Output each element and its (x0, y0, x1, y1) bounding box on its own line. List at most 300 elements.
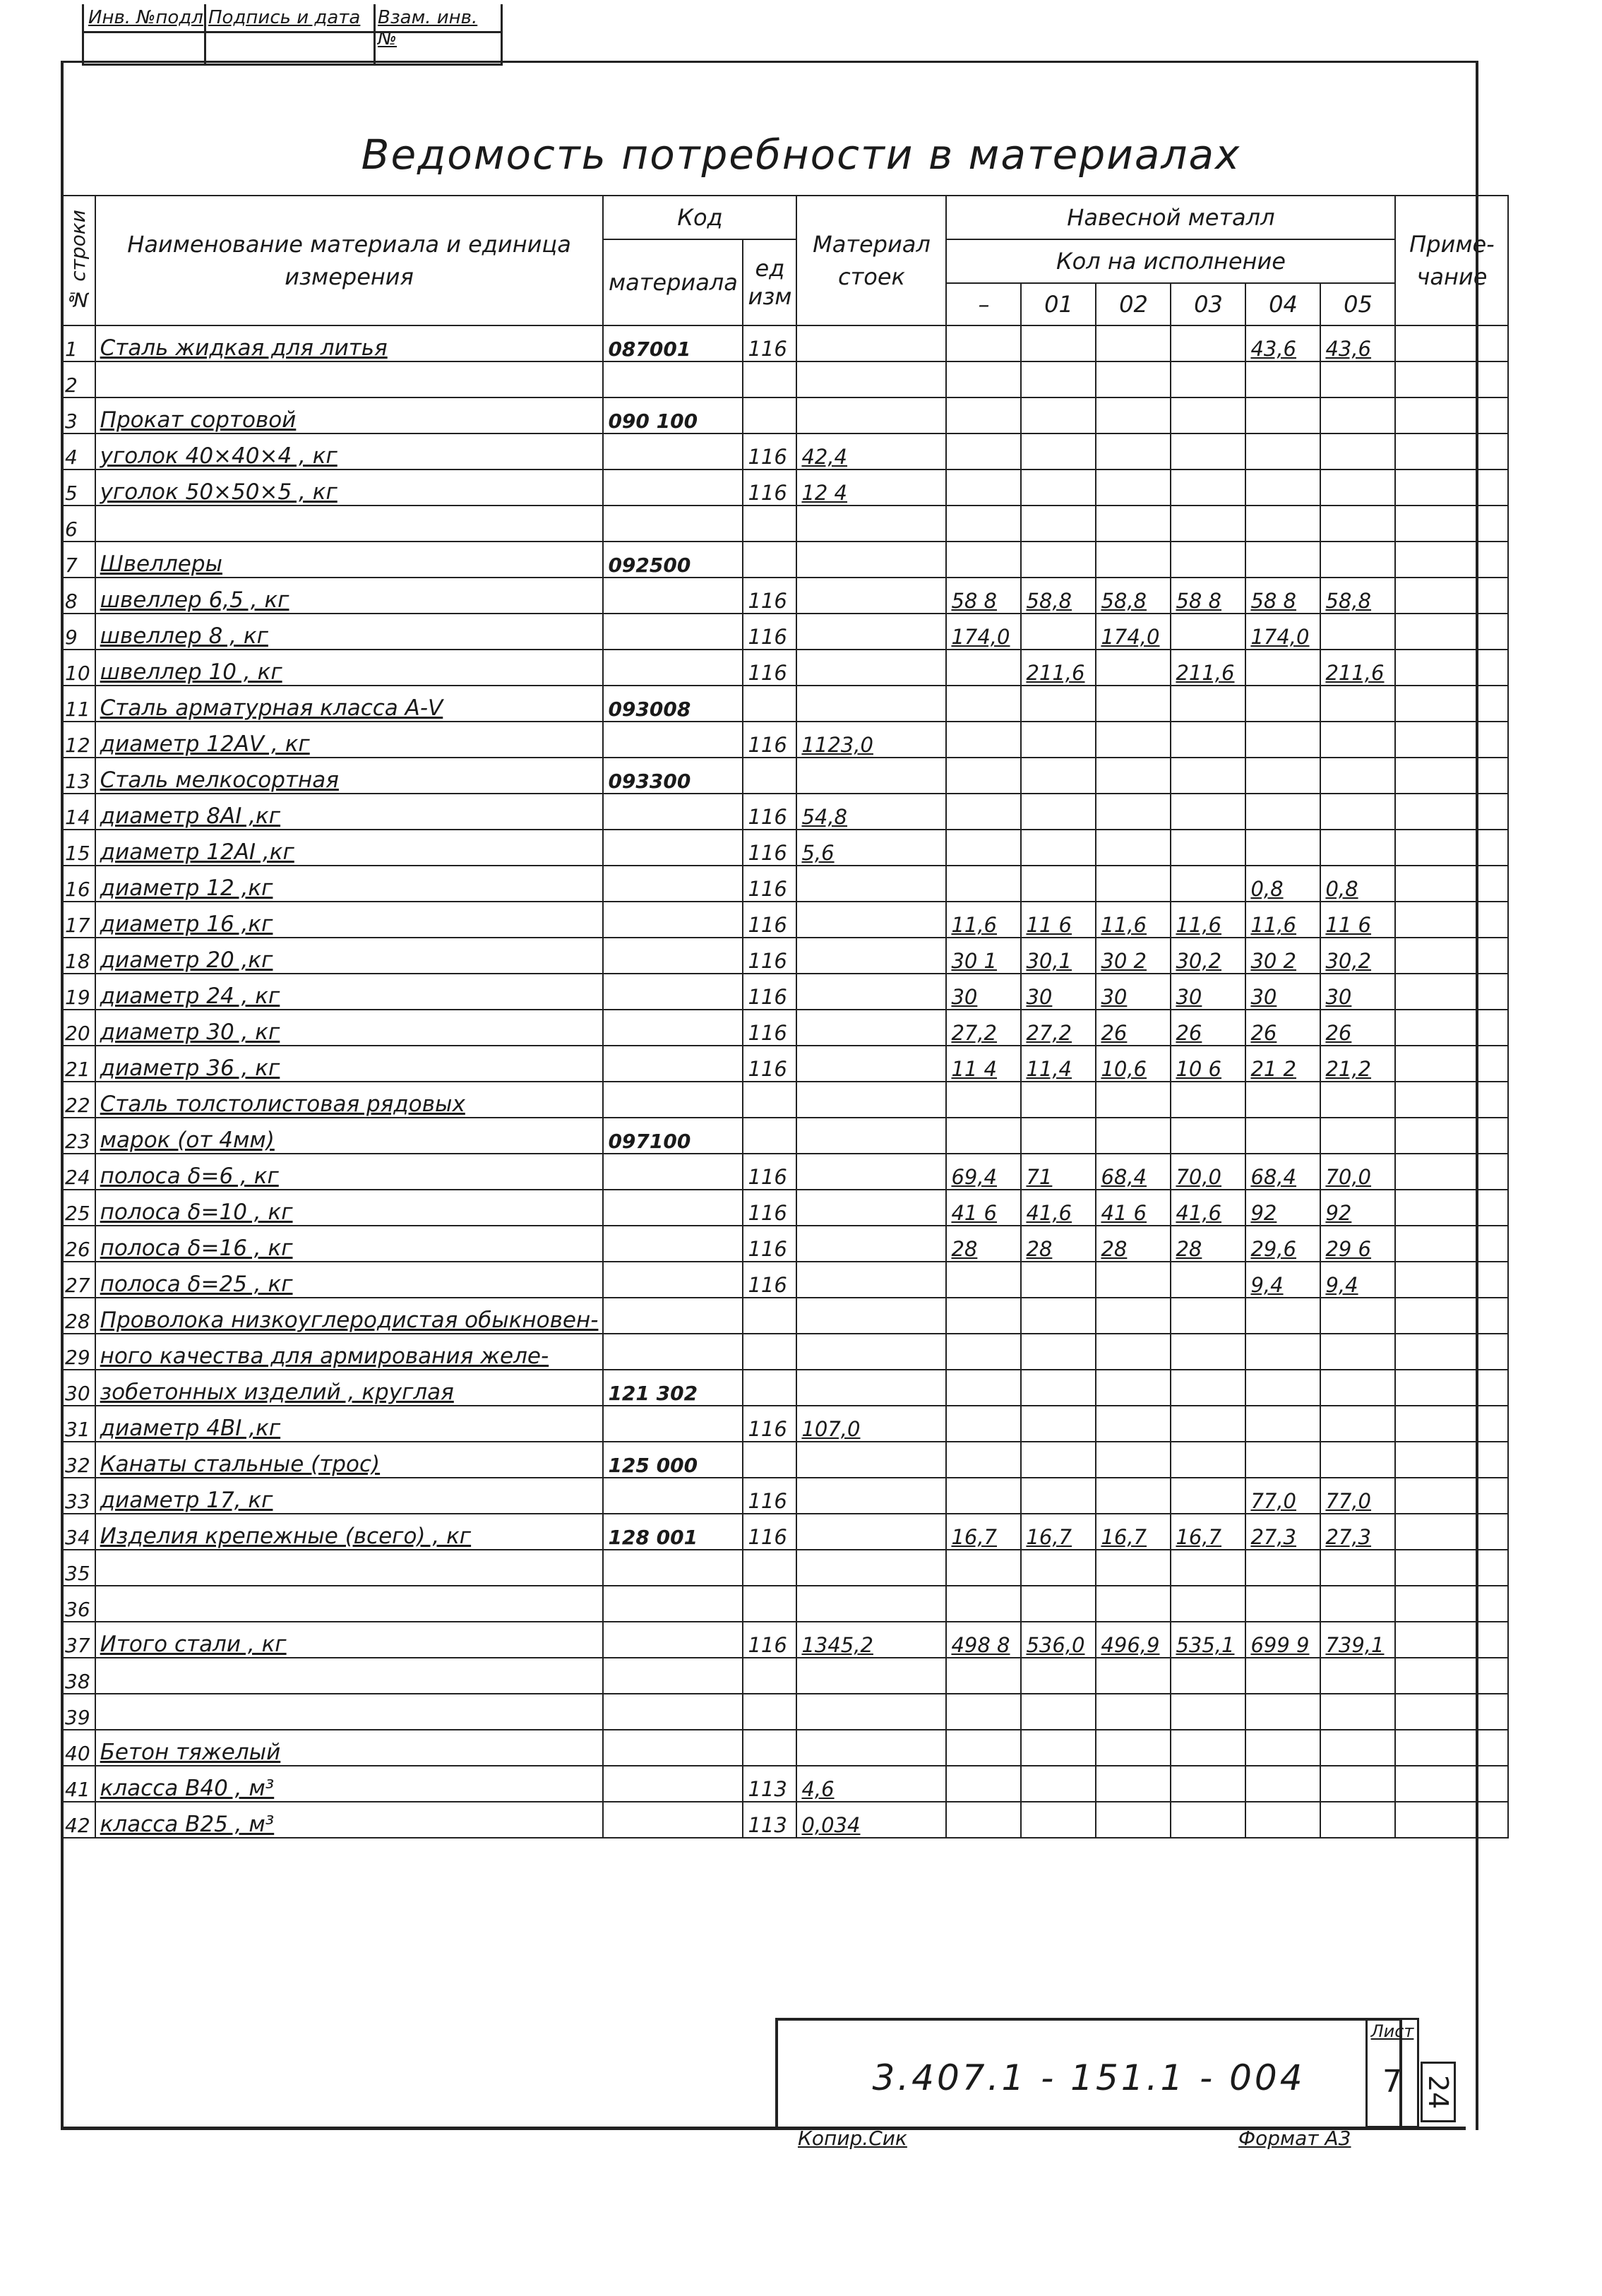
version-qty-5 (1320, 506, 1395, 542)
version-qty-0 (946, 1298, 1021, 1334)
version-qty-3 (1171, 1442, 1245, 1478)
row-number: 38 (61, 1658, 95, 1694)
note-cell (1395, 1406, 1508, 1442)
row-number: 34 (61, 1514, 95, 1550)
version-qty-0 (946, 1730, 1021, 1766)
version-qty-3 (1171, 1802, 1245, 1838)
version-qty-0 (946, 1694, 1021, 1730)
row-number: 35 (61, 1550, 95, 1586)
version-qty-5: 9,4 (1320, 1262, 1395, 1298)
version-qty-3 (1171, 1730, 1245, 1766)
version-qty-2 (1096, 866, 1171, 902)
version-qty-1 (1021, 1406, 1096, 1442)
table-row (61, 830, 1508, 866)
material-code (603, 938, 743, 974)
material-name (95, 506, 604, 542)
note-cell (1395, 1802, 1508, 1838)
table-row (61, 1658, 1508, 1694)
page-title: Ведомость потребности в материалах (361, 131, 1241, 179)
material-code (603, 614, 743, 650)
version-qty-0 (946, 542, 1021, 578)
posts-material-qty (796, 1658, 946, 1694)
version-qty-5: 27,3 (1320, 1514, 1395, 1550)
table-row (61, 1334, 1508, 1370)
version-qty-3: 11,6 (1171, 902, 1245, 938)
table-row (61, 686, 1508, 722)
material-name: диаметр 17, кг (95, 1478, 604, 1514)
material-code (603, 506, 743, 542)
row-number: 22 (61, 1082, 95, 1118)
version-qty-4 (1245, 506, 1320, 542)
material-code (603, 722, 743, 758)
version-qty-4 (1245, 794, 1320, 830)
version-qty-2 (1096, 397, 1171, 434)
version-qty-5 (1320, 1586, 1395, 1622)
material-code (603, 1658, 743, 1694)
posts-material-qty (796, 1190, 946, 1226)
version-qty-3 (1171, 794, 1245, 830)
version-qty-5: 211,6 (1320, 650, 1395, 686)
row-number: 14 (61, 794, 95, 830)
table-row (61, 578, 1508, 614)
version-qty-0 (946, 1586, 1021, 1622)
version-qty-1 (1021, 758, 1096, 794)
version-qty-3 (1171, 542, 1245, 578)
material-name: диаметр 24 , кг (95, 974, 604, 1010)
sheet-format: Формат А3 (1238, 2127, 1351, 2150)
version-qty-2: 496,9 (1096, 1622, 1171, 1658)
row-number: 26 (61, 1226, 95, 1262)
material-name: Прокат сортовой (95, 397, 604, 434)
version-qty-0 (946, 794, 1021, 830)
stamp-cell-inv (84, 4, 206, 64)
version-qty-1: 16,7 (1021, 1514, 1096, 1550)
version-qty-0: 11 4 (946, 1046, 1021, 1082)
row-number: 25 (61, 1190, 95, 1226)
version-qty-2 (1096, 325, 1171, 361)
stamp-replacement-label: Взам. инв. № (378, 7, 478, 49)
version-qty-5 (1320, 1694, 1395, 1730)
unit-code: 116 (743, 1478, 796, 1514)
version-qty-5: 58,8 (1320, 578, 1395, 614)
version-qty-0 (946, 1118, 1021, 1154)
note-cell (1395, 1694, 1508, 1730)
material-name: уголок 50×50×5 , кг (95, 470, 604, 506)
table-row (61, 542, 1508, 578)
note-cell (1395, 470, 1508, 506)
material-code: 097100 (603, 1118, 743, 1154)
row-number: 6 (61, 506, 95, 542)
posts-material-qty (796, 1154, 946, 1190)
note-cell (1395, 1010, 1508, 1046)
posts-material-qty (796, 1550, 946, 1586)
row-number: 7 (61, 542, 95, 578)
version-qty-5 (1320, 1550, 1395, 1586)
note-cell (1395, 1118, 1508, 1154)
posts-material-qty (796, 1010, 946, 1046)
row-number: 16 (61, 866, 95, 902)
version-qty-1 (1021, 542, 1096, 578)
row-number: 21 (61, 1046, 95, 1082)
version-qty-3 (1171, 1082, 1245, 1118)
version-qty-5: 70,0 (1320, 1154, 1395, 1190)
version-qty-1 (1021, 1550, 1096, 1586)
unit-code (743, 1334, 796, 1370)
version-qty-4 (1245, 1442, 1320, 1478)
unit-code (743, 542, 796, 578)
material-code (603, 1622, 743, 1658)
version-qty-2 (1096, 1478, 1171, 1514)
posts-material-qty: 5,6 (796, 830, 946, 866)
row-number: 31 (61, 1406, 95, 1442)
version-qty-1: 30,1 (1021, 938, 1096, 974)
version-qty-4 (1245, 1694, 1320, 1730)
version-qty-4 (1245, 1118, 1320, 1154)
version-qty-1: 71 (1021, 1154, 1096, 1190)
version-qty-3: 26 (1171, 1010, 1245, 1046)
posts-material-qty (796, 1514, 946, 1550)
version-qty-2 (1096, 686, 1171, 722)
row-number: 13 (61, 758, 95, 794)
table-row (61, 1694, 1508, 1730)
version-qty-1 (1021, 722, 1096, 758)
version-qty-3: 28 (1171, 1226, 1245, 1262)
version-qty-2: 174,0 (1096, 614, 1171, 650)
version-qty-0 (946, 470, 1021, 506)
version-qty-2 (1096, 1586, 1171, 1622)
header-version-4: 04 (1245, 283, 1320, 325)
note-cell (1395, 397, 1508, 434)
header-name: Наименование материала и единица измерения (95, 196, 604, 325)
version-qty-5 (1320, 1730, 1395, 1766)
version-qty-0 (946, 361, 1021, 397)
header-version-3: 03 (1171, 283, 1245, 325)
unit-code (743, 1298, 796, 1334)
note-cell (1395, 1082, 1508, 1118)
version-qty-4 (1245, 686, 1320, 722)
unit-code (743, 758, 796, 794)
version-qty-0: 41 6 (946, 1190, 1021, 1226)
version-qty-0 (946, 1550, 1021, 1586)
version-qty-0 (946, 1406, 1021, 1442)
version-qty-4 (1245, 650, 1320, 686)
version-qty-4: 27,3 (1245, 1514, 1320, 1550)
version-qty-0 (946, 1262, 1021, 1298)
material-code (603, 434, 743, 470)
material-code (603, 578, 743, 614)
material-code (603, 1766, 743, 1802)
version-qty-0 (946, 758, 1021, 794)
version-qty-1 (1021, 1370, 1096, 1406)
version-qty-4: 68,4 (1245, 1154, 1320, 1190)
posts-material-qty: 12 4 (796, 470, 946, 506)
stamp-cell-signature (204, 4, 376, 64)
unit-code: 116 (743, 614, 796, 650)
note-cell (1395, 1190, 1508, 1226)
version-qty-4 (1245, 1802, 1320, 1838)
header-row-no: № строки (61, 196, 95, 325)
row-number: 2 (61, 361, 95, 397)
row-number: 27 (61, 1262, 95, 1298)
version-qty-2 (1096, 830, 1171, 866)
material-code (603, 1298, 743, 1334)
note-cell (1395, 830, 1508, 866)
header-qty-per-version: Кол на исполнение (946, 239, 1395, 283)
note-cell (1395, 650, 1508, 686)
material-name: диаметр 20 ,кг (95, 938, 604, 974)
material-code (603, 830, 743, 866)
unit-code (743, 1586, 796, 1622)
material-name (95, 1550, 604, 1586)
version-qty-4: 92 (1245, 1190, 1320, 1226)
version-qty-5 (1320, 361, 1395, 397)
version-qty-3 (1171, 1766, 1245, 1802)
version-qty-1 (1021, 686, 1096, 722)
posts-material-qty: 4,6 (796, 1766, 946, 1802)
material-code (603, 1550, 743, 1586)
unit-code: 116 (743, 325, 796, 361)
unit-code: 113 (743, 1766, 796, 1802)
material-name: марок (от 4мм) (95, 1118, 604, 1154)
document-number: 3.407.1 - 151.1 - 004 (872, 2057, 1305, 2098)
table-row (61, 614, 1508, 650)
version-qty-5 (1320, 614, 1395, 650)
table-row (61, 1010, 1508, 1046)
posts-material-qty (796, 1730, 946, 1766)
version-qty-3 (1171, 1406, 1245, 1442)
version-qty-2: 16,7 (1096, 1514, 1171, 1550)
version-qty-0: 30 1 (946, 938, 1021, 974)
version-qty-4: 699 9 (1245, 1622, 1320, 1658)
posts-material-qty (796, 1298, 946, 1334)
material-code (603, 1478, 743, 1514)
version-qty-0 (946, 506, 1021, 542)
material-name: полоса δ=6 , кг (95, 1154, 604, 1190)
version-qty-0 (946, 1478, 1021, 1514)
version-qty-3: 10 6 (1171, 1046, 1245, 1082)
version-qty-2 (1096, 542, 1171, 578)
row-number: 10 (61, 650, 95, 686)
row-number: 19 (61, 974, 95, 1010)
version-qty-1 (1021, 1118, 1096, 1154)
table-row (61, 1766, 1508, 1802)
table-row (61, 1226, 1508, 1262)
version-qty-5: 739,1 (1320, 1622, 1395, 1658)
version-qty-5: 11 6 (1320, 902, 1395, 938)
version-qty-2 (1096, 1730, 1171, 1766)
posts-material-qty (796, 397, 946, 434)
version-qty-5 (1320, 722, 1395, 758)
table-row (61, 1730, 1508, 1766)
row-number: 12 (61, 722, 95, 758)
version-qty-1 (1021, 794, 1096, 830)
unit-code (743, 1550, 796, 1586)
posts-material-qty (796, 1478, 946, 1514)
materials-table (61, 195, 1509, 1838)
posts-material-qty (796, 1046, 946, 1082)
version-qty-0: 28 (946, 1226, 1021, 1262)
table-row (61, 758, 1508, 794)
version-qty-3: 30,2 (1171, 938, 1245, 974)
table-row (61, 866, 1508, 902)
posts-material-qty (796, 866, 946, 902)
version-qty-3 (1171, 1586, 1245, 1622)
table-row (61, 1370, 1508, 1406)
material-name: швеллер 8 , кг (95, 614, 604, 650)
material-code (603, 1802, 743, 1838)
version-qty-3 (1171, 1262, 1245, 1298)
material-code (603, 794, 743, 830)
unit-code (743, 686, 796, 722)
copied-by: Копир.Сик (798, 2127, 907, 2150)
posts-material-qty (796, 1118, 946, 1154)
version-qty-2: 58,8 (1096, 578, 1171, 614)
note-cell (1395, 1226, 1508, 1262)
material-code (603, 1334, 743, 1370)
version-qty-2 (1096, 1550, 1171, 1586)
unit-code: 116 (743, 794, 796, 830)
row-number: 40 (61, 1730, 95, 1766)
table-row (61, 722, 1508, 758)
version-qty-2 (1096, 470, 1171, 506)
material-name: диаметр 4BⅠ ,кг (95, 1406, 604, 1442)
version-qty-0: 69,4 (946, 1154, 1021, 1190)
note-cell (1395, 614, 1508, 650)
version-qty-0 (946, 1370, 1021, 1406)
material-code (603, 902, 743, 938)
note-cell (1395, 542, 1508, 578)
material-name (95, 1658, 604, 1694)
version-qty-5 (1320, 758, 1395, 794)
version-qty-1: 30 (1021, 974, 1096, 1010)
sheet-number: 7 (1382, 2064, 1402, 2100)
version-qty-5: 29 6 (1320, 1226, 1395, 1262)
note-cell (1395, 1550, 1508, 1586)
version-qty-1 (1021, 397, 1096, 434)
row-number: 37 (61, 1622, 95, 1658)
sheet-box (1365, 2018, 1419, 2128)
posts-material-qty (796, 974, 946, 1010)
table-row (61, 1118, 1508, 1154)
row-number: 36 (61, 1586, 95, 1622)
table-row (61, 1046, 1508, 1082)
material-code: 087001 (603, 325, 743, 361)
version-qty-4 (1245, 1298, 1320, 1334)
material-code: 121 302 (603, 1370, 743, 1406)
version-qty-4: 43,6 (1245, 325, 1320, 361)
unit-code (743, 506, 796, 542)
unit-code (743, 1694, 796, 1730)
unit-code: 116 (743, 722, 796, 758)
unit-code: 116 (743, 866, 796, 902)
posts-material-qty: 107,0 (796, 1406, 946, 1442)
version-qty-5 (1320, 830, 1395, 866)
posts-material-qty (796, 1082, 946, 1118)
unit-code: 116 (743, 1010, 796, 1046)
version-qty-4 (1245, 1658, 1320, 1694)
posts-material-qty (796, 686, 946, 722)
version-qty-2 (1096, 1406, 1171, 1442)
note-cell (1395, 1766, 1508, 1802)
table-row (61, 1550, 1508, 1586)
material-name: Сталь арматурная класса A-Ⅴ (95, 686, 604, 722)
version-qty-4 (1245, 722, 1320, 758)
material-name: Бетон тяжелый (95, 1730, 604, 1766)
version-qty-4: 174,0 (1245, 614, 1320, 650)
material-name: полоса δ=25 , кг (95, 1262, 604, 1298)
version-qty-2: 28 (1096, 1226, 1171, 1262)
version-qty-2 (1096, 1262, 1171, 1298)
version-qty-5: 30 (1320, 974, 1395, 1010)
row-number: 15 (61, 830, 95, 866)
note-cell (1395, 1262, 1508, 1298)
posts-material-qty (796, 1442, 946, 1478)
version-qty-0 (946, 1442, 1021, 1478)
unit-code: 116 (743, 902, 796, 938)
version-qty-1: 58,8 (1021, 578, 1096, 614)
unit-code: 116 (743, 434, 796, 470)
material-code (603, 470, 743, 506)
note-cell (1395, 974, 1508, 1010)
table-row (61, 506, 1508, 542)
version-qty-0 (946, 1766, 1021, 1802)
note-cell (1395, 1442, 1508, 1478)
version-qty-1 (1021, 1658, 1096, 1694)
posts-material-qty (796, 542, 946, 578)
unit-code (743, 361, 796, 397)
table-row (61, 1190, 1508, 1226)
version-qty-5: 77,0 (1320, 1478, 1395, 1514)
material-name: Швеллеры (95, 542, 604, 578)
row-number: 41 (61, 1766, 95, 1802)
version-qty-1 (1021, 1802, 1096, 1838)
version-qty-4: 11,6 (1245, 902, 1320, 938)
version-qty-3: 70,0 (1171, 1154, 1245, 1190)
posts-material-qty (796, 578, 946, 614)
material-name: диаметр 12AⅠ ,кг (95, 830, 604, 866)
version-qty-1: 536,0 (1021, 1622, 1096, 1658)
version-qty-3 (1171, 866, 1245, 902)
version-qty-5 (1320, 542, 1395, 578)
material-name: уголок 40×40×4 , кг (95, 434, 604, 470)
sheet-label: Лист (1370, 2021, 1414, 2041)
version-qty-0 (946, 1802, 1021, 1838)
header-code-unit: ед изм (743, 239, 796, 325)
version-qty-4 (1245, 1334, 1320, 1370)
material-code (603, 1406, 743, 1442)
version-qty-1 (1021, 1334, 1096, 1370)
version-qty-4 (1245, 1370, 1320, 1406)
version-qty-5 (1320, 1118, 1395, 1154)
material-name: Сталь толстолистовая рядовых (95, 1082, 604, 1118)
version-qty-5 (1320, 470, 1395, 506)
row-number: 20 (61, 1010, 95, 1046)
material-name (95, 1586, 604, 1622)
material-name: Изделия крепежные (всего) , кг (95, 1514, 604, 1550)
version-qty-5 (1320, 1406, 1395, 1442)
material-name (95, 1694, 604, 1730)
unit-code (743, 1370, 796, 1406)
version-qty-4: 58 8 (1245, 578, 1320, 614)
version-qty-5 (1320, 1658, 1395, 1694)
posts-material-qty (796, 325, 946, 361)
table-row (61, 1262, 1508, 1298)
version-qty-4 (1245, 1586, 1320, 1622)
note-cell (1395, 325, 1508, 361)
version-qty-1: 27,2 (1021, 1010, 1096, 1046)
version-qty-4 (1245, 470, 1320, 506)
material-name: полоса δ=16 , кг (95, 1226, 604, 1262)
